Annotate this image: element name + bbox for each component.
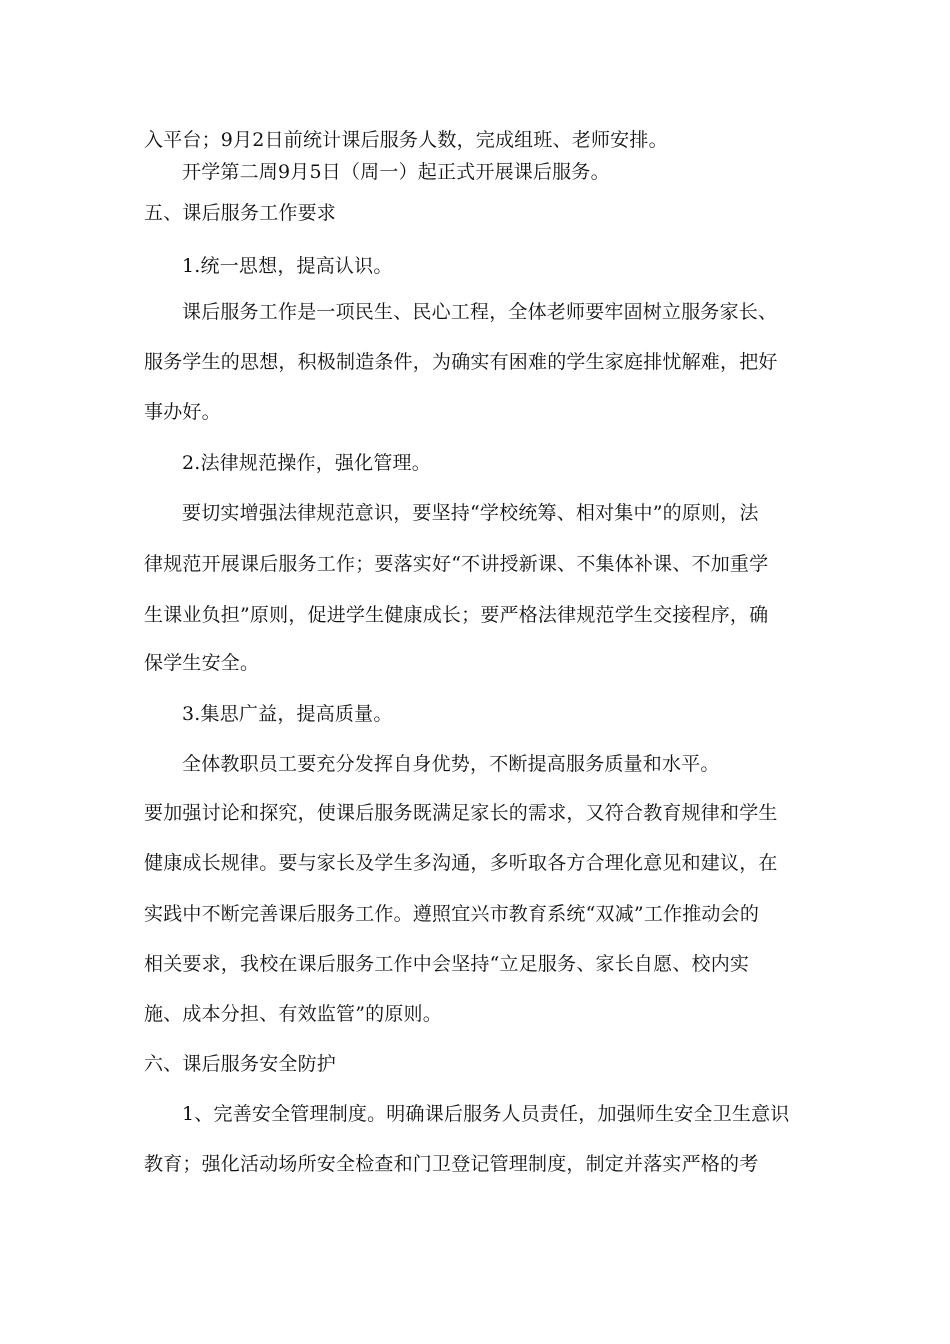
text-line: 实践中不断完善课后服务工作。遵照宜兴市教育系统“双减”工作推动会的 <box>144 903 760 925</box>
subsection-heading: 2.法律规范操作，强化管理。 <box>182 452 431 474</box>
text-line: 事办好。 <box>144 401 221 423</box>
subsection-heading: 3.集思广益，提高质量。 <box>182 703 393 725</box>
text-line: 服务学生的思想，积极制造条件，为确实有困难的学生家庭排忧解难，把好 <box>144 351 778 373</box>
section-heading: 五、课后服务工作要求 <box>144 202 337 224</box>
text-line: 要切实增强法律规范意识，要坚持“学校统筹、相对集中”的原则，法 <box>182 502 759 524</box>
text-line: 生课业负担”原则，促进学生健康成长；要严格法律规范学生交接程序，确 <box>144 604 769 626</box>
text-line: 施、成本分担、有效监管”的原则。 <box>144 1003 442 1025</box>
text-line: 全体教职员工要充分发挥自身优势，不断提高服务质量和水平。 <box>182 753 720 775</box>
text-line: 入平台；9月2日前统计课后服务人数，完成组班、老师安排。 <box>144 129 668 151</box>
text-line: 教育；强化活动场所安全检查和门卫登记管理制度，制定并落实严格的考 <box>144 1153 759 1175</box>
text-line: 健康成长规律。要与家长及学生多沟通，多听取各方合理化意见和建议，在 <box>144 852 778 874</box>
text-line: 要加强讨论和探究，使课后服务既满足家长的需求，又符合教育规律和学生 <box>144 802 778 824</box>
text-line: 开学第二周9月5日（周一）起正式开展课后服务。 <box>182 161 610 183</box>
text-line: 律规范开展课后服务工作；要落实好“不讲授新课、不集体补课、不加重学 <box>144 553 769 575</box>
subsection-heading: 1.统一思想，提高认识。 <box>182 255 393 277</box>
text-line: 1、完善安全管理制度。明确课后服务人员责任，加强师生安全卫生意识 <box>182 1103 790 1125</box>
text-line: 保学生安全。 <box>144 652 260 674</box>
text-line: 相关要求，我校在课后服务工作中会坚持“立足服务、家长自愿、校内实 <box>144 953 750 975</box>
text-line: 课后服务工作是一项民生、民心工程，全体老师要牢固树立服务家长、 <box>182 301 778 323</box>
section-heading: 六、课后服务安全防护 <box>144 1053 337 1075</box>
